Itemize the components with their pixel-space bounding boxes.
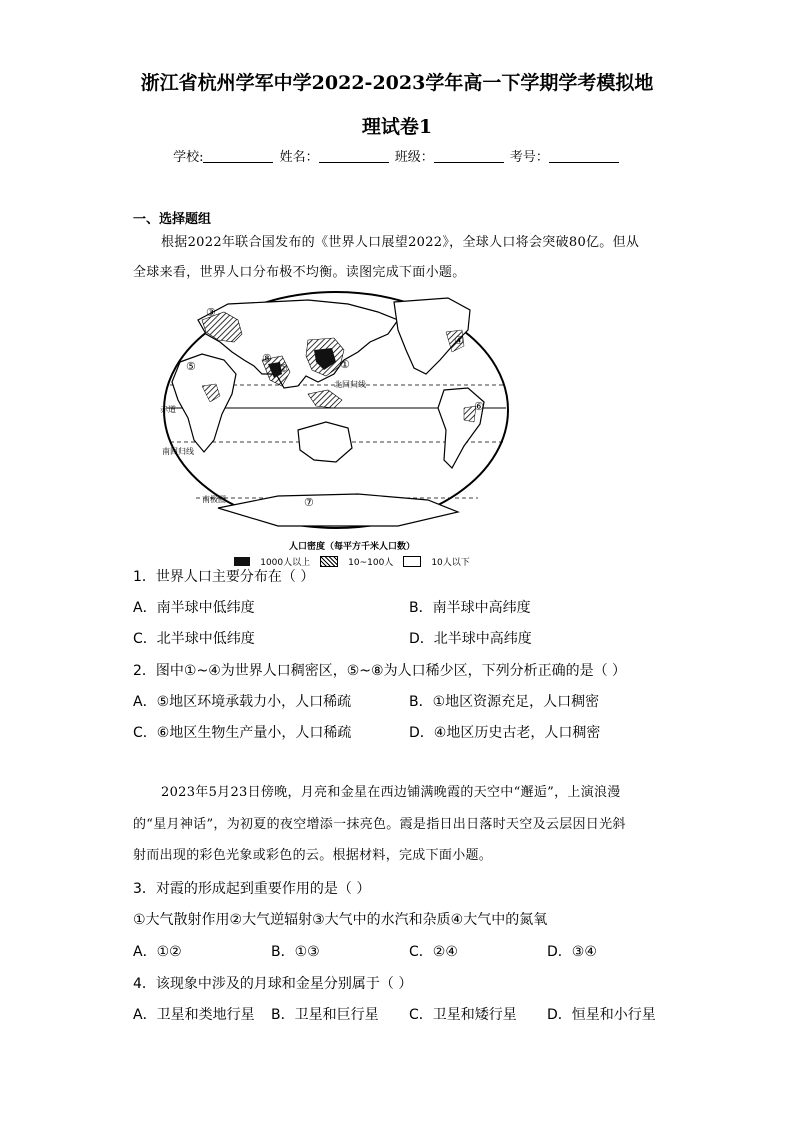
intro-paragraph-1-line2: 全球来看，世界人口分布极不均衡。读图完成下面小题。 <box>133 265 466 280</box>
question-1-stem: 1．世界人口主要分布在（ ） <box>133 569 315 585</box>
class-label: 班级： <box>394 150 434 165</box>
intro-paragraph-2-line2: 的“星月神话”，为初夏的夜空增添一抹亮色。霞是指日出日落时天空及云层因日光斜 <box>133 817 626 832</box>
question-2-option-d: D．④地区历史古老，人口稠密 <box>409 725 601 741</box>
student-info-row <box>0 146 794 165</box>
world-population-map <box>158 290 518 546</box>
marker-1: ① <box>340 358 350 371</box>
question-4-option-c: C．卫星和矮行星 <box>409 1007 517 1023</box>
map-legend <box>222 539 482 568</box>
question-2-stem: 2．图中①~④为世界人口稠密区，⑤~⑧为人口稀少区，下列分析正确的是（ ） <box>133 663 627 679</box>
class-blank <box>434 149 504 163</box>
school-blank <box>203 149 273 163</box>
name-label: 姓名： <box>279 150 319 165</box>
marker-8: ⑧ <box>262 352 272 365</box>
legend-item-medium: 10~100人 <box>348 558 394 568</box>
section-heading: 一、选择题组 <box>133 212 212 227</box>
document-title-line2: 理试卷1 <box>361 116 433 138</box>
question-4-option-d: D．恒星和小行星 <box>547 1007 656 1023</box>
legend-item-sparse: 10人以下 <box>431 558 470 568</box>
question-1-option-b: B．南半球中高纬度 <box>409 600 531 616</box>
question-2-option-b: B．①地区资源充足，人口稠密 <box>409 694 600 710</box>
legend-title: 人口密度（每平方千米人口数） <box>288 542 415 552</box>
legend-swatch-medium <box>320 556 338 567</box>
marker-2: ② <box>278 362 288 375</box>
map-svg <box>158 290 518 546</box>
intro-paragraph-2-line3: 射而出现的彩色光象或彩色的云。根据材料，完成下面小题。 <box>133 848 493 863</box>
question-1-option-d: D．北半球中高纬度 <box>409 631 532 647</box>
legend-item-dense: 1000人以上 <box>260 558 311 568</box>
exam-number-blank <box>549 149 619 163</box>
question-2-option-c: C．⑥地区生物生产量小，人口稀疏 <box>133 725 352 741</box>
marker-4: ④ <box>454 334 464 347</box>
intro-paragraph-1-line1: 根据2022年联合国发布的《世界人口展望2022》，全球人口将会突破80亿。但从 <box>161 235 640 250</box>
tropic-of-capricorn-label: 南回归线 <box>162 447 194 456</box>
antarctic-circle-label: 南极圈 <box>202 495 226 504</box>
marker-3: ③ <box>206 306 216 319</box>
question-4-stem: 4．该现象中涉及的月球和金星分别属于（ ） <box>133 976 413 992</box>
name-blank <box>319 149 389 163</box>
question-3-option-a: A．①② <box>133 944 182 960</box>
question-1-option-c: C．北半球中低纬度 <box>133 631 255 647</box>
equator-label: 赤道 <box>160 405 176 414</box>
intro-paragraph-2-line1: 2023年5月23日傍晚，月亮和金星在西边铺满晚霞的天空中“邂逅”，上演浪漫 <box>161 785 621 800</box>
marker-7: ⑦ <box>304 496 314 509</box>
question-3-option-d: D．③④ <box>547 944 597 960</box>
school-label: 学校: <box>173 150 204 165</box>
question-3-stem: 3．对霞的形成起到重要作用的是（ ） <box>133 881 371 897</box>
question-3-option-b: B．①③ <box>271 944 320 960</box>
question-2-option-a: A．⑤地区环境承载力小，人口稀疏 <box>133 694 352 710</box>
question-4-option-b: B．卫星和巨行星 <box>271 1007 379 1023</box>
tropic-of-cancer-label: 北回归线 <box>334 380 366 389</box>
question-3-items: ①大气散射作用②大气逆辐射③大气中的水汽和杂质④大气中的氮氧 <box>133 912 548 928</box>
question-1-option-a: A．南半球中低纬度 <box>133 600 255 616</box>
marker-5: ⑤ <box>186 360 196 373</box>
document-title-line1: 浙江省杭州学军中学2022-2023学年高一下学期学考模拟地 <box>140 72 654 94</box>
question-3-option-c: C．②④ <box>409 944 458 960</box>
exam-number-label: 考号： <box>509 150 549 165</box>
legend-swatch-dense <box>234 557 250 566</box>
marker-6: ⑥ <box>474 400 484 413</box>
question-4-option-a: A．卫星和类地行星 <box>133 1007 255 1023</box>
legend-swatch-sparse <box>403 556 421 567</box>
